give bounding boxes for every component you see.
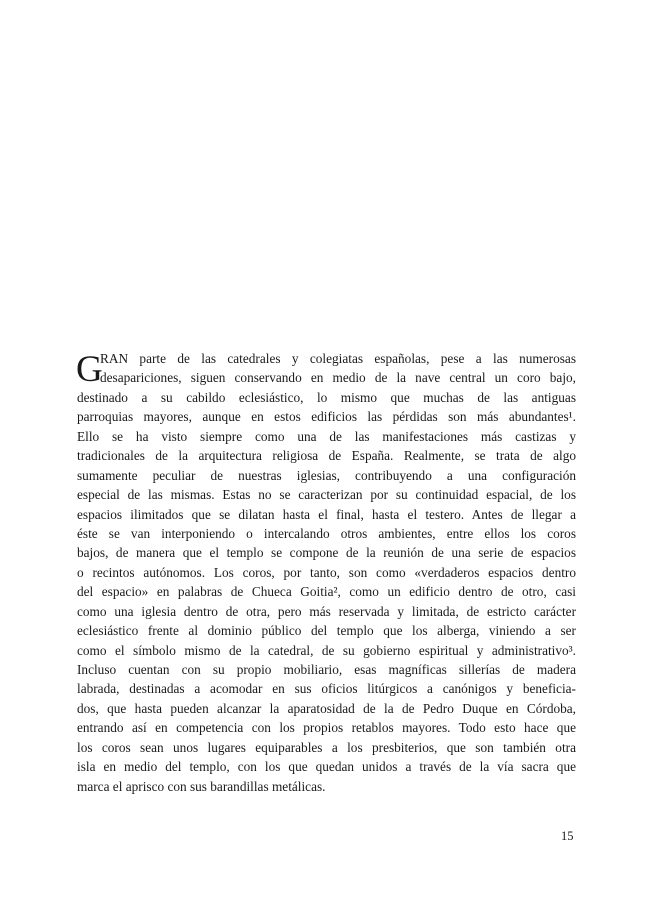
paragraph-line: como una iglesia dentro de otra, pero más reservada y limitada, de estricto carácter <box>77 603 576 619</box>
paragraph-line: bajos, de manera que el templo se compone de la reunión de una serie de espacios <box>77 545 576 561</box>
paragraph-line: Ello se ha visto siempre como una de las manifestaciones más castizas y <box>77 428 576 444</box>
paragraph-line: del espacio» en palabras de Chueca Goitia², como un edificio dentro de otro, casi <box>77 584 576 600</box>
paragraph-line: como el símbolo mismo de la catedral, de su gobierno espiritual y administrativo³. <box>77 642 576 658</box>
paragraph-line: Incluso cuentan con su propio mobiliario, esas magníficas sillerías de madera <box>77 662 576 677</box>
paragraph-line: o recintos autónomos. Los coros, por tanto, son como «verdaderos espacios dentro <box>77 564 576 580</box>
paragraph-line: tradicionales de la arquitectura religiosa de España. Realmente, se trata de algo <box>77 448 576 464</box>
paragraph-line: parroquias mayores, aunque en estos edificios las pérdidas son más abundantes¹. <box>77 409 576 425</box>
paragraph-line: destinado a su cabildo eclesiástico, lo mismo que muchas de las antiguas <box>77 389 576 405</box>
paragraph-line: sumamente peculiar de nuestras iglesias, contribuyendo a una configuración <box>77 467 576 483</box>
paragraph-line: desapariciones, siguen conservando en medio de la nave central un coro bajo, <box>100 370 576 386</box>
drop-cap: G <box>76 349 103 390</box>
paragraph-line: eclesiástico frente al dominio público del templo que los alberga, viniendo a ser <box>77 623 576 639</box>
paragraph-line: espacios ilimitados que se dilatan hasta el final, hasta el testero. Antes de llegar a <box>77 506 576 522</box>
paragraph-line: entrando así en competencia con los propios retablos mayores. Todo esto hace que <box>77 720 576 736</box>
paragraph-line: los coros sean unos lugares equiparables a los presbiterios, que son también otra <box>77 739 576 755</box>
paragraph-line: isla en medio del templo, con los que quedan unidos a través de la vía sacra que <box>77 759 576 775</box>
page-number: 15 <box>561 829 574 843</box>
paragraph-line: labrada, destinadas a acomodar en sus oficios litúrgicos a canónigos y beneficia- <box>77 681 576 697</box>
paragraph-line: dos, que hasta pueden alcanzar la aparatosidad de la de Pedro Duque en Córdoba, <box>77 700 576 716</box>
paragraph-line: especial de las mismas. Estas no se caracterizan por su continuidad espacial, de los <box>77 487 576 503</box>
paragraph-line: éste se van interponiendo o intercalando otros ambientes, entre ellos los coros <box>77 525 576 541</box>
paragraph-line: marca el aprisco con sus barandillas metálicas. <box>77 778 326 794</box>
body-paragraph <box>77 349 576 796</box>
paragraph-line: RAN parte de las catedrales y colegiatas españolas, pese a las numerosas <box>100 351 576 366</box>
